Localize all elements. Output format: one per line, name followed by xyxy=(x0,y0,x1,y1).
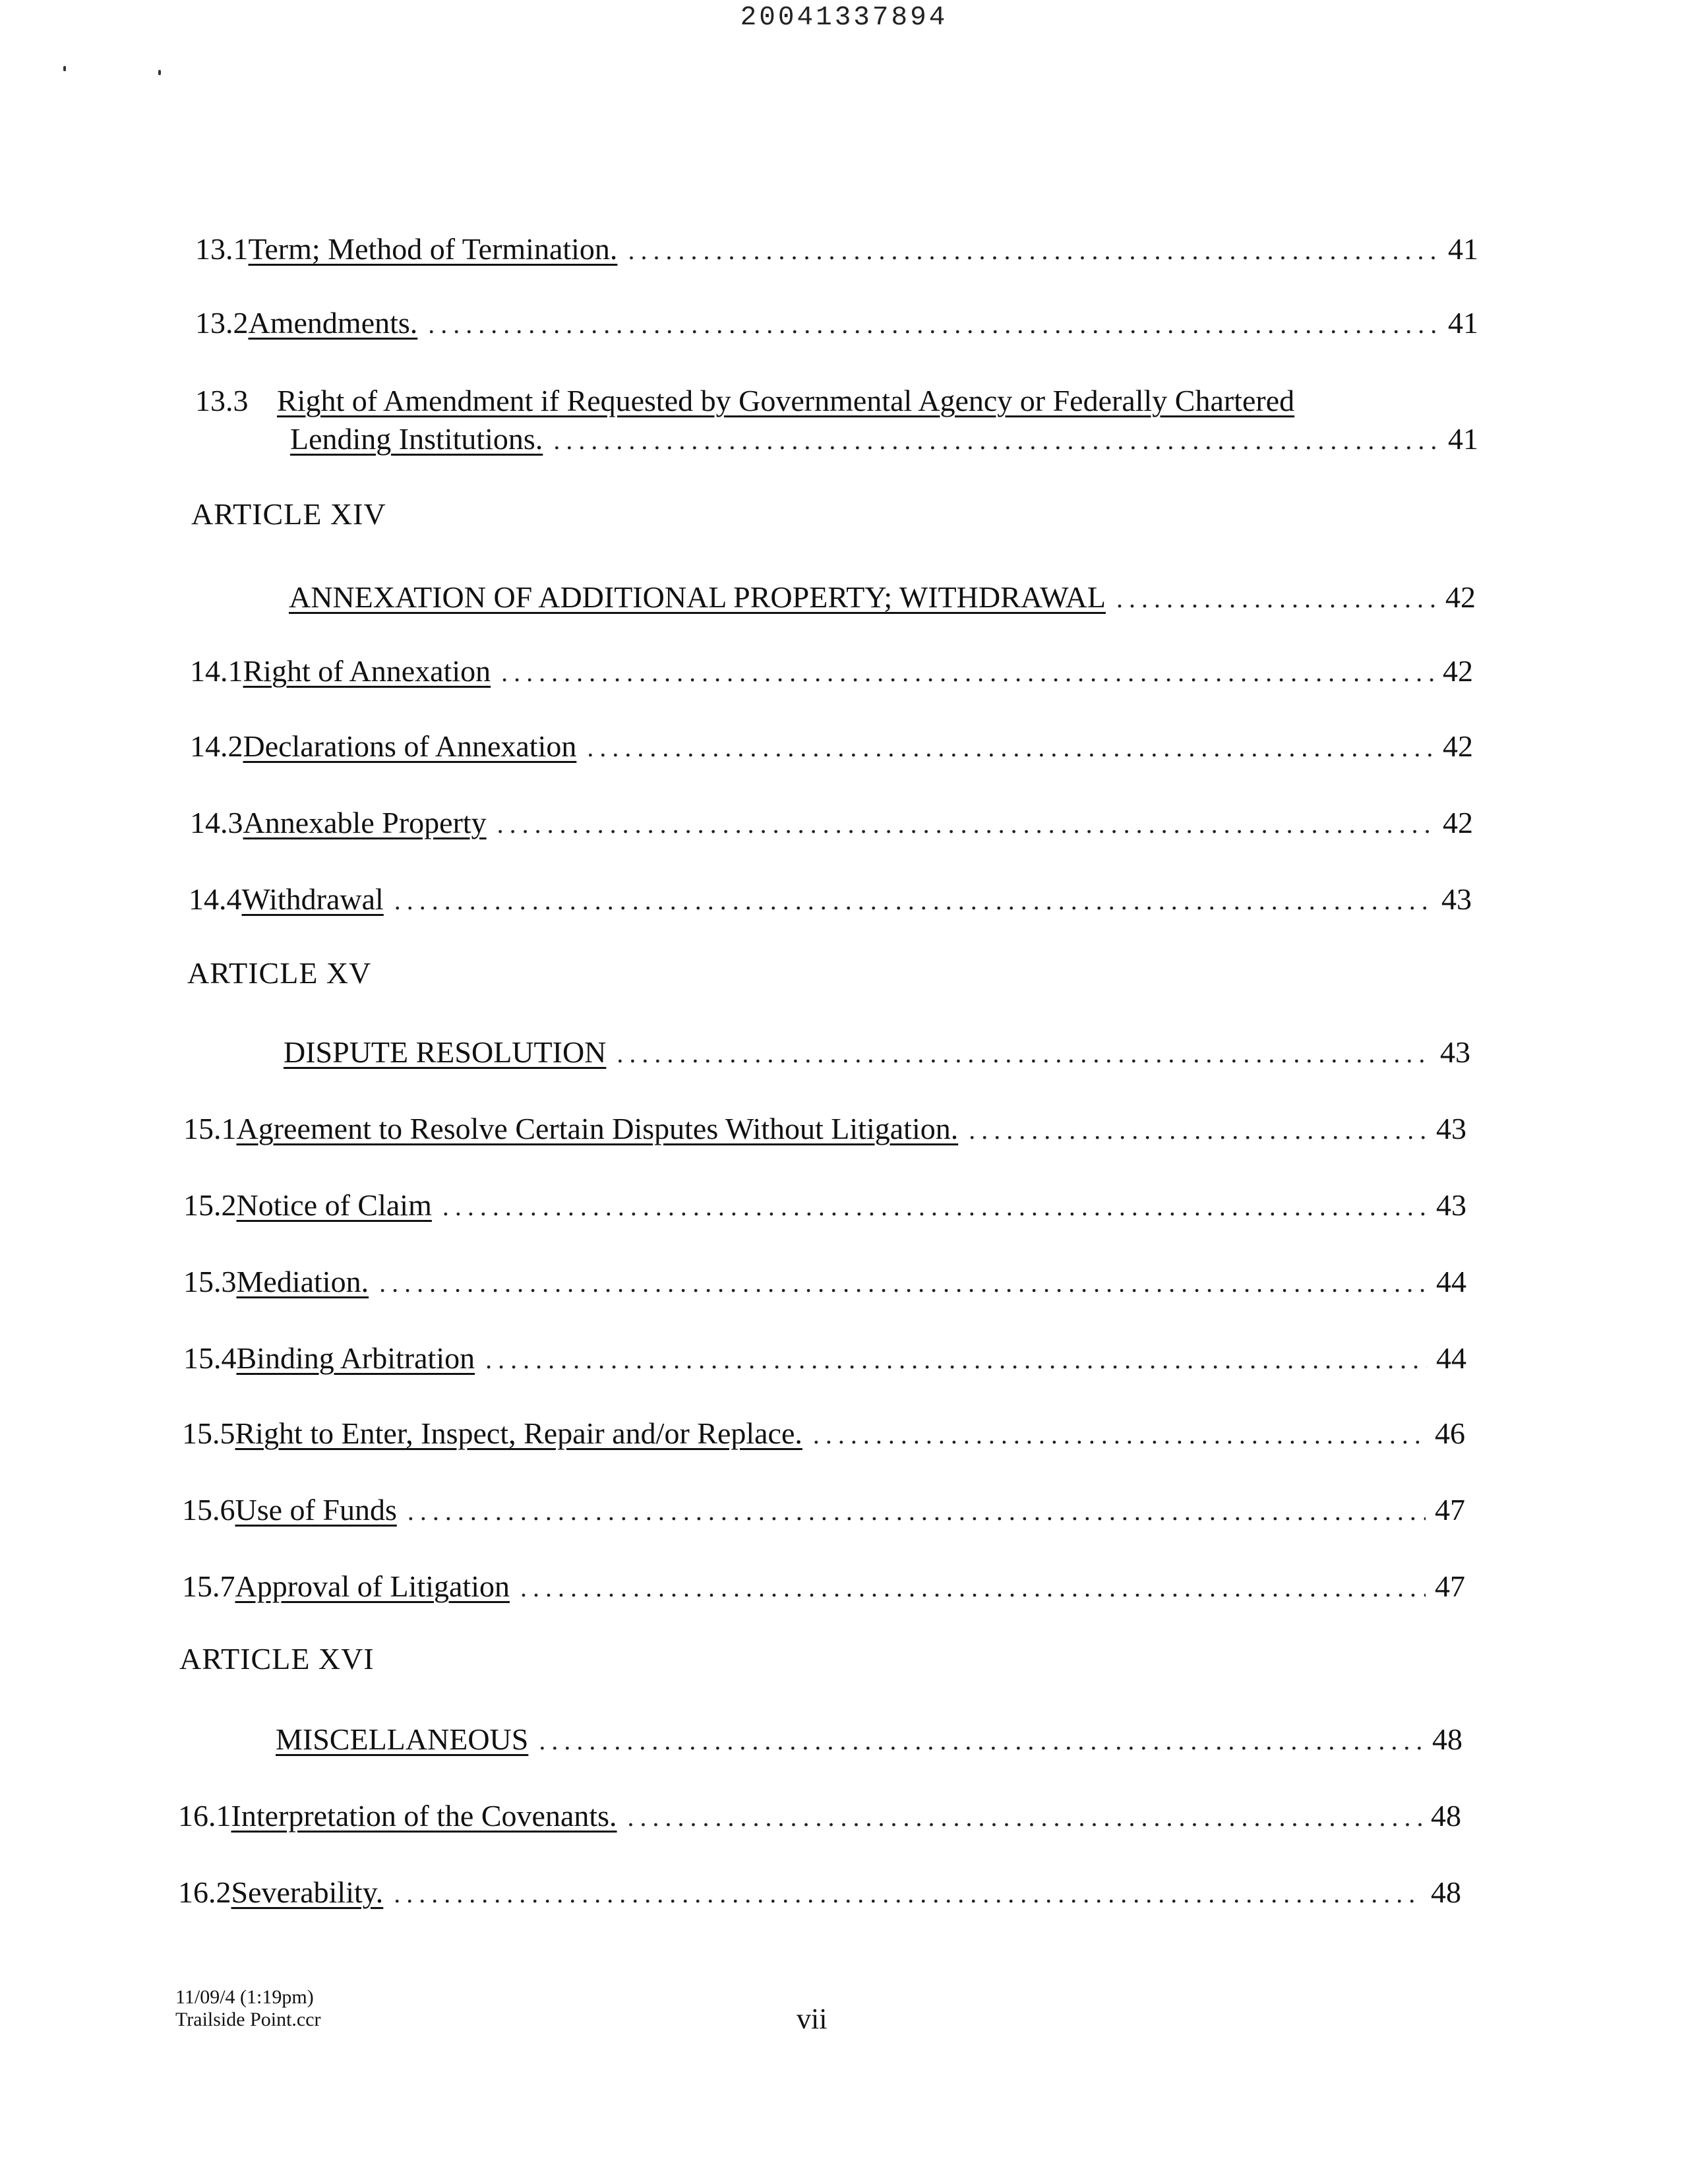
toc-entry-15-4[interactable] xyxy=(183,1340,1466,1378)
toc-entry-page: 44 xyxy=(1436,1265,1466,1298)
toc-entry-title[interactable]: Mediation. xyxy=(236,1265,369,1298)
toc-article-16-title[interactable] xyxy=(276,1721,1462,1759)
dot-leader xyxy=(501,654,1433,691)
footer-date-stamp: 11/09/4 (1:19pm) xyxy=(175,1986,314,2008)
dot-leader xyxy=(553,422,1439,459)
dot-leader xyxy=(394,1875,1422,1912)
dot-leader xyxy=(379,1265,1427,1302)
toc-entry-title[interactable]: Right of Amendment if Requested by Governmental Agency or Federally Chartered xyxy=(277,384,1295,417)
toc-entry-16-2[interactable] xyxy=(178,1874,1461,1912)
toc-entry-title[interactable]: Binding Arbitration xyxy=(236,1341,475,1375)
toc-entry-14-1[interactable] xyxy=(190,653,1473,691)
dot-leader xyxy=(539,1722,1423,1759)
dot-leader xyxy=(587,729,1433,766)
toc-entry-number: 14.3 xyxy=(190,806,243,839)
toc-entry-number: 16.2 xyxy=(178,1875,231,1909)
toc-entry-page: 48 xyxy=(1431,1799,1461,1833)
toc-entry-title[interactable]: Use of Funds xyxy=(235,1493,397,1527)
toc-entry-page: 43 xyxy=(1440,1035,1470,1069)
toc-entry-page: 43 xyxy=(1441,882,1472,916)
dot-leader xyxy=(407,1493,1426,1530)
toc-entry-title[interactable]: Approval of Litigation xyxy=(235,1569,510,1603)
toc-entry-title[interactable]: Agreement to Resolve Certain Disputes Without Litigation. xyxy=(236,1112,959,1145)
dot-leader xyxy=(428,306,1439,343)
article-heading-15: ARTICLE XV xyxy=(187,956,372,990)
toc-entry-15-7[interactable] xyxy=(182,1568,1465,1606)
toc-entry-number: 15.3 xyxy=(183,1265,237,1298)
toc-entry-page: 43 xyxy=(1436,1188,1466,1222)
dot-leader xyxy=(485,1341,1427,1378)
dot-leader xyxy=(813,1416,1426,1453)
article-heading-16: ARTICLE XVI xyxy=(179,1642,375,1676)
toc-entry-13-3-continuation[interactable] xyxy=(290,421,1478,459)
footer-page-number: vii xyxy=(797,2003,828,2035)
toc-entry-page: 46 xyxy=(1435,1416,1465,1450)
toc-article-title[interactable]: MISCELLANEOUS xyxy=(276,1722,529,1756)
toc-entry-15-2[interactable] xyxy=(183,1187,1466,1225)
toc-entry-14-3[interactable] xyxy=(190,804,1473,843)
toc-entry-number: 16.1 xyxy=(178,1799,231,1833)
dot-leader xyxy=(628,1799,1422,1836)
toc-entry-title[interactable]: Withdrawal xyxy=(241,882,384,916)
toc-entry-number: 15.4 xyxy=(183,1341,237,1375)
footer-filename: Trailside Point.ccr xyxy=(175,2009,321,2030)
scan-speck xyxy=(63,66,66,71)
toc-entry-15-3[interactable] xyxy=(183,1263,1466,1302)
toc-entry-title[interactable]: Interpretation of the Covenants. xyxy=(231,1799,617,1833)
toc-article-title[interactable]: ANNEXATION OF ADDITIONAL PROPERTY; WITHDRAWAL xyxy=(289,580,1106,614)
toc-entry-page: 41 xyxy=(1448,232,1478,266)
toc-entry-title-continuation[interactable]: Lending Institutions. xyxy=(290,422,543,456)
dot-leader xyxy=(497,806,1433,843)
toc-entry-title[interactable]: Notice of Claim xyxy=(236,1188,432,1222)
toc-entry-number: 15.2 xyxy=(183,1188,237,1222)
toc-article-15-title[interactable] xyxy=(284,1034,1470,1072)
toc-article-title[interactable]: DISPUTE RESOLUTION xyxy=(284,1035,607,1069)
document-number: 20041337894 xyxy=(740,3,948,33)
toc-entry-number: 15.1 xyxy=(183,1112,237,1145)
scan-speck xyxy=(158,70,161,75)
toc-entry-number: 15.6 xyxy=(182,1493,235,1527)
toc-entry-number: 15.5 xyxy=(182,1416,235,1450)
toc-article-14-title[interactable] xyxy=(289,579,1476,617)
toc-entry-15-1[interactable] xyxy=(183,1110,1466,1149)
dot-leader xyxy=(520,1569,1426,1606)
toc-entry-15-6[interactable] xyxy=(182,1492,1465,1530)
toc-entry-number: 14.4 xyxy=(189,882,242,916)
toc-entry-number: 14.1 xyxy=(190,654,243,688)
toc-entry-page: 48 xyxy=(1432,1722,1462,1756)
toc-entry-title[interactable]: Declarations of Annexation xyxy=(243,729,577,763)
toc-entry-title[interactable]: Right to Enter, Inspect, Repair and/or Replace. xyxy=(235,1416,802,1450)
toc-entry-page: 41 xyxy=(1448,306,1478,340)
toc-entry-title[interactable]: Term; Method of Termination. xyxy=(248,232,618,266)
toc-entry-title[interactable]: Amendments. xyxy=(248,306,418,340)
toc-entry-number: 13.1 xyxy=(195,232,249,266)
toc-entry-page: 42 xyxy=(1443,729,1473,763)
toc-entry-number: 13.3 xyxy=(195,384,249,417)
toc-entry-page: 42 xyxy=(1443,806,1473,839)
dot-leader xyxy=(969,1112,1427,1149)
toc-entry-page: 48 xyxy=(1431,1875,1461,1909)
toc-entry-page: 41 xyxy=(1448,422,1478,456)
toc-entry-16-1[interactable] xyxy=(178,1798,1461,1836)
toc-entry-13-2[interactable] xyxy=(195,305,1478,343)
toc-entry-page: 42 xyxy=(1443,654,1473,688)
toc-entry-page: 47 xyxy=(1435,1569,1465,1603)
toc-entry-title[interactable]: Severability. xyxy=(231,1875,384,1909)
toc-entry-13-1[interactable] xyxy=(195,231,1478,269)
toc-entry-number: 15.7 xyxy=(182,1569,235,1603)
toc-entry-title[interactable]: Annexable Property xyxy=(243,806,487,839)
toc-entry-14-4[interactable] xyxy=(189,881,1472,919)
dot-leader xyxy=(628,232,1439,269)
toc-entry-number: 13.2 xyxy=(195,306,249,340)
toc-entry-page: 47 xyxy=(1435,1493,1465,1527)
toc-entry-page: 43 xyxy=(1436,1112,1466,1145)
toc-entry-page: 42 xyxy=(1445,580,1476,614)
toc-entry-title[interactable]: Right of Annexation xyxy=(243,654,491,688)
toc-entry-13-3[interactable] xyxy=(195,382,1478,419)
dot-leader xyxy=(1116,580,1436,617)
dot-leader xyxy=(394,882,1432,919)
article-heading-14: ARTICLE XIV xyxy=(191,497,386,531)
toc-entry-page: 44 xyxy=(1436,1341,1466,1375)
dot-leader xyxy=(442,1188,1427,1225)
toc-entry-number: 14.2 xyxy=(190,729,243,763)
toc-entry-14-2[interactable] xyxy=(190,728,1473,766)
dot-leader xyxy=(617,1035,1431,1072)
toc-entry-15-5[interactable] xyxy=(182,1415,1465,1453)
